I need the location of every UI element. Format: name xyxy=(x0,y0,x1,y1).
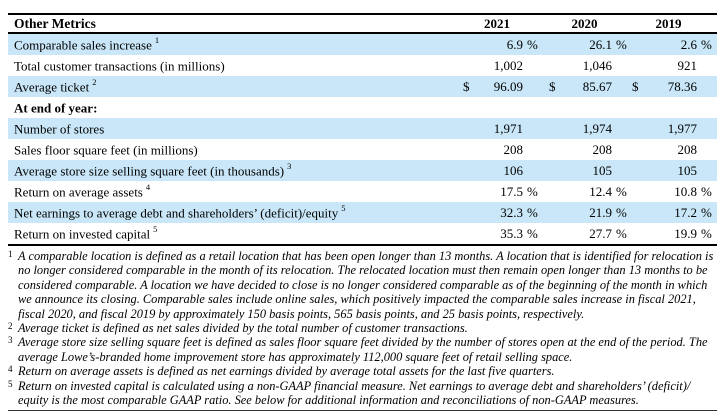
row-label xyxy=(8,120,463,137)
value-2021: 1,971 xyxy=(493,120,523,136)
footnote-text: Return on average assets is defined as net earnings divided by average total assets for the last five quarters. xyxy=(18,364,555,379)
table-row xyxy=(8,223,717,244)
footnote-reference: 2 xyxy=(92,77,97,87)
table-row xyxy=(8,181,717,202)
value-2020: 105 xyxy=(592,162,612,178)
value-2020: 27.7 xyxy=(589,225,612,241)
table-row xyxy=(8,160,717,181)
row-label-text: Comparable sales increase xyxy=(14,37,152,53)
footnote-number: 2 xyxy=(8,321,13,332)
percent-sign-2019: % xyxy=(701,204,712,220)
dollar-sign-2019: $ xyxy=(632,78,639,94)
value-2019: 17.2 xyxy=(674,204,697,220)
footnote-text: A comparable location is defined as a retail location that has been open longer than 13 months. A location that is identified for relocation is no longer considered comparable in the month of its relocation. The relocated location must then remain open longer than 13 months to be considered comparable. A location we have decided to close is no longer considered comparable as of the beginning of the month in which we announce its closing. Comparable sales include online sales, which positively impacted the comparable sales increase in fiscal 2021, fiscal 2020, and fiscal 2019 by approximately 150 basis points, 565 basis points, and 25 basis points, respectively. xyxy=(18,249,714,321)
footnote-reference: 3 xyxy=(287,161,292,171)
percent-sign-2020: % xyxy=(616,225,627,241)
column-header-2020: 2020 xyxy=(571,15,598,31)
table-body xyxy=(8,34,717,246)
row-label xyxy=(8,162,463,179)
value-2020: 12.4 xyxy=(589,183,612,199)
percent-sign-2020: % xyxy=(616,36,627,52)
value-2019: 10.8 xyxy=(674,183,697,199)
bottom-rule xyxy=(8,410,717,411)
row-label-text: At end of year: xyxy=(14,100,98,116)
dollar-sign-2020: $ xyxy=(549,78,556,94)
percent-sign-2021: % xyxy=(527,225,538,241)
footnote-number: 5 xyxy=(8,378,13,389)
table-title: Other Metrics xyxy=(14,15,96,31)
value-2019: 78.36 xyxy=(667,78,697,94)
value-2019: 19.9 xyxy=(674,225,697,241)
table-row xyxy=(8,139,717,160)
row-label-text: Sales floor square feet (in millions) xyxy=(14,142,198,158)
footnote-reference: 4 xyxy=(145,182,151,192)
value-2020: 1,046 xyxy=(582,57,612,73)
footnote-number: 3 xyxy=(8,335,13,346)
table-row xyxy=(8,202,717,223)
row-label-text: Return on average assets xyxy=(14,184,143,200)
footnote-reference: 5 xyxy=(153,224,158,234)
value-2021: 6.9 xyxy=(506,36,523,52)
row-label xyxy=(8,183,463,200)
value-2021: 32.3 xyxy=(500,204,523,220)
value-2021: 35.3 xyxy=(500,225,523,241)
dollar-sign-2021: $ xyxy=(463,78,470,94)
footnote xyxy=(8,379,717,408)
value-2021: 1,002 xyxy=(493,57,523,73)
percent-sign-2021: % xyxy=(527,36,538,52)
footnotes xyxy=(8,249,717,407)
row-label xyxy=(8,78,463,95)
value-2021: 17.5 xyxy=(500,183,523,199)
percent-sign-2019: % xyxy=(701,36,712,52)
table-row xyxy=(8,55,717,76)
value-2021: 106 xyxy=(503,162,523,178)
other-metrics-table xyxy=(8,13,717,246)
row-label-text: Average store size selling square feet (in thousands) xyxy=(14,163,285,179)
row-label xyxy=(8,99,463,116)
value-2020: 85.67 xyxy=(582,78,612,94)
value-2020: 208 xyxy=(592,141,612,157)
value-2019: 208 xyxy=(677,141,697,157)
row-label xyxy=(8,225,463,242)
value-2020: 26.1 xyxy=(589,36,612,52)
row-label-text: Return on invested capital xyxy=(14,226,151,242)
value-2019: 921 xyxy=(677,57,697,73)
value-2019: 2.6 xyxy=(680,36,697,52)
percent-sign-2020: % xyxy=(616,183,627,199)
footnote-reference: 1 xyxy=(154,35,160,45)
footnote-text: Return on invested capital is calculated using a non-GAAP financial measure. Net earnings to average debt and shareholders’ (deficit)/ equity is the most comparable GAAP ratio. See below for additional information and reconciliations of non-GAAP measures. xyxy=(18,378,691,408)
row-label xyxy=(8,204,463,221)
row-label-text: Total customer transactions (in millions) xyxy=(14,58,225,74)
table-row xyxy=(8,97,717,118)
footnote-text: Average store size selling square feet is defined as sales floor square feet divided by the number of stores open at the end of the period. The average Lowe’s-branded home improvement store has approximately 112,000 square feet of retail selling space. xyxy=(18,335,708,364)
footnote xyxy=(8,335,717,364)
value-2019: 1,977 xyxy=(667,120,697,136)
footnote-reference: 5 xyxy=(341,203,346,213)
table-row xyxy=(8,34,717,55)
column-header-2021: 2021 xyxy=(484,15,510,31)
row-label-text: Net earnings to average debt and shareholders’ (deficit)/equity xyxy=(14,205,339,221)
percent-sign-2021: % xyxy=(527,204,538,220)
value-2020: 1,974 xyxy=(582,120,612,136)
footnote xyxy=(8,321,717,335)
percent-sign-2021: % xyxy=(527,183,538,199)
table-row xyxy=(8,118,717,139)
footnote-number: 1 xyxy=(8,249,13,259)
row-label-text: Number of stores xyxy=(14,121,105,137)
value-2020: 21.9 xyxy=(589,204,612,220)
value-2019: 105 xyxy=(677,162,697,178)
footnote-number: 4 xyxy=(8,364,13,375)
row-label xyxy=(8,57,463,74)
percent-sign-2019: % xyxy=(701,183,712,199)
footnote xyxy=(8,249,717,321)
row-label xyxy=(8,36,463,53)
value-2021: 96.09 xyxy=(493,78,523,94)
footnote xyxy=(8,364,717,378)
percent-sign-2019: % xyxy=(701,225,712,241)
table-header-row xyxy=(8,13,717,34)
table-row xyxy=(8,76,717,97)
value-2021: 208 xyxy=(503,141,523,157)
row-label-text: Average ticket xyxy=(14,79,90,95)
column-header-2019: 2019 xyxy=(655,15,682,31)
footnote-text: Average ticket is defined as net sales divided by the total number of customer transactions. xyxy=(18,321,468,336)
percent-sign-2020: % xyxy=(616,204,627,220)
row-label xyxy=(8,141,463,158)
